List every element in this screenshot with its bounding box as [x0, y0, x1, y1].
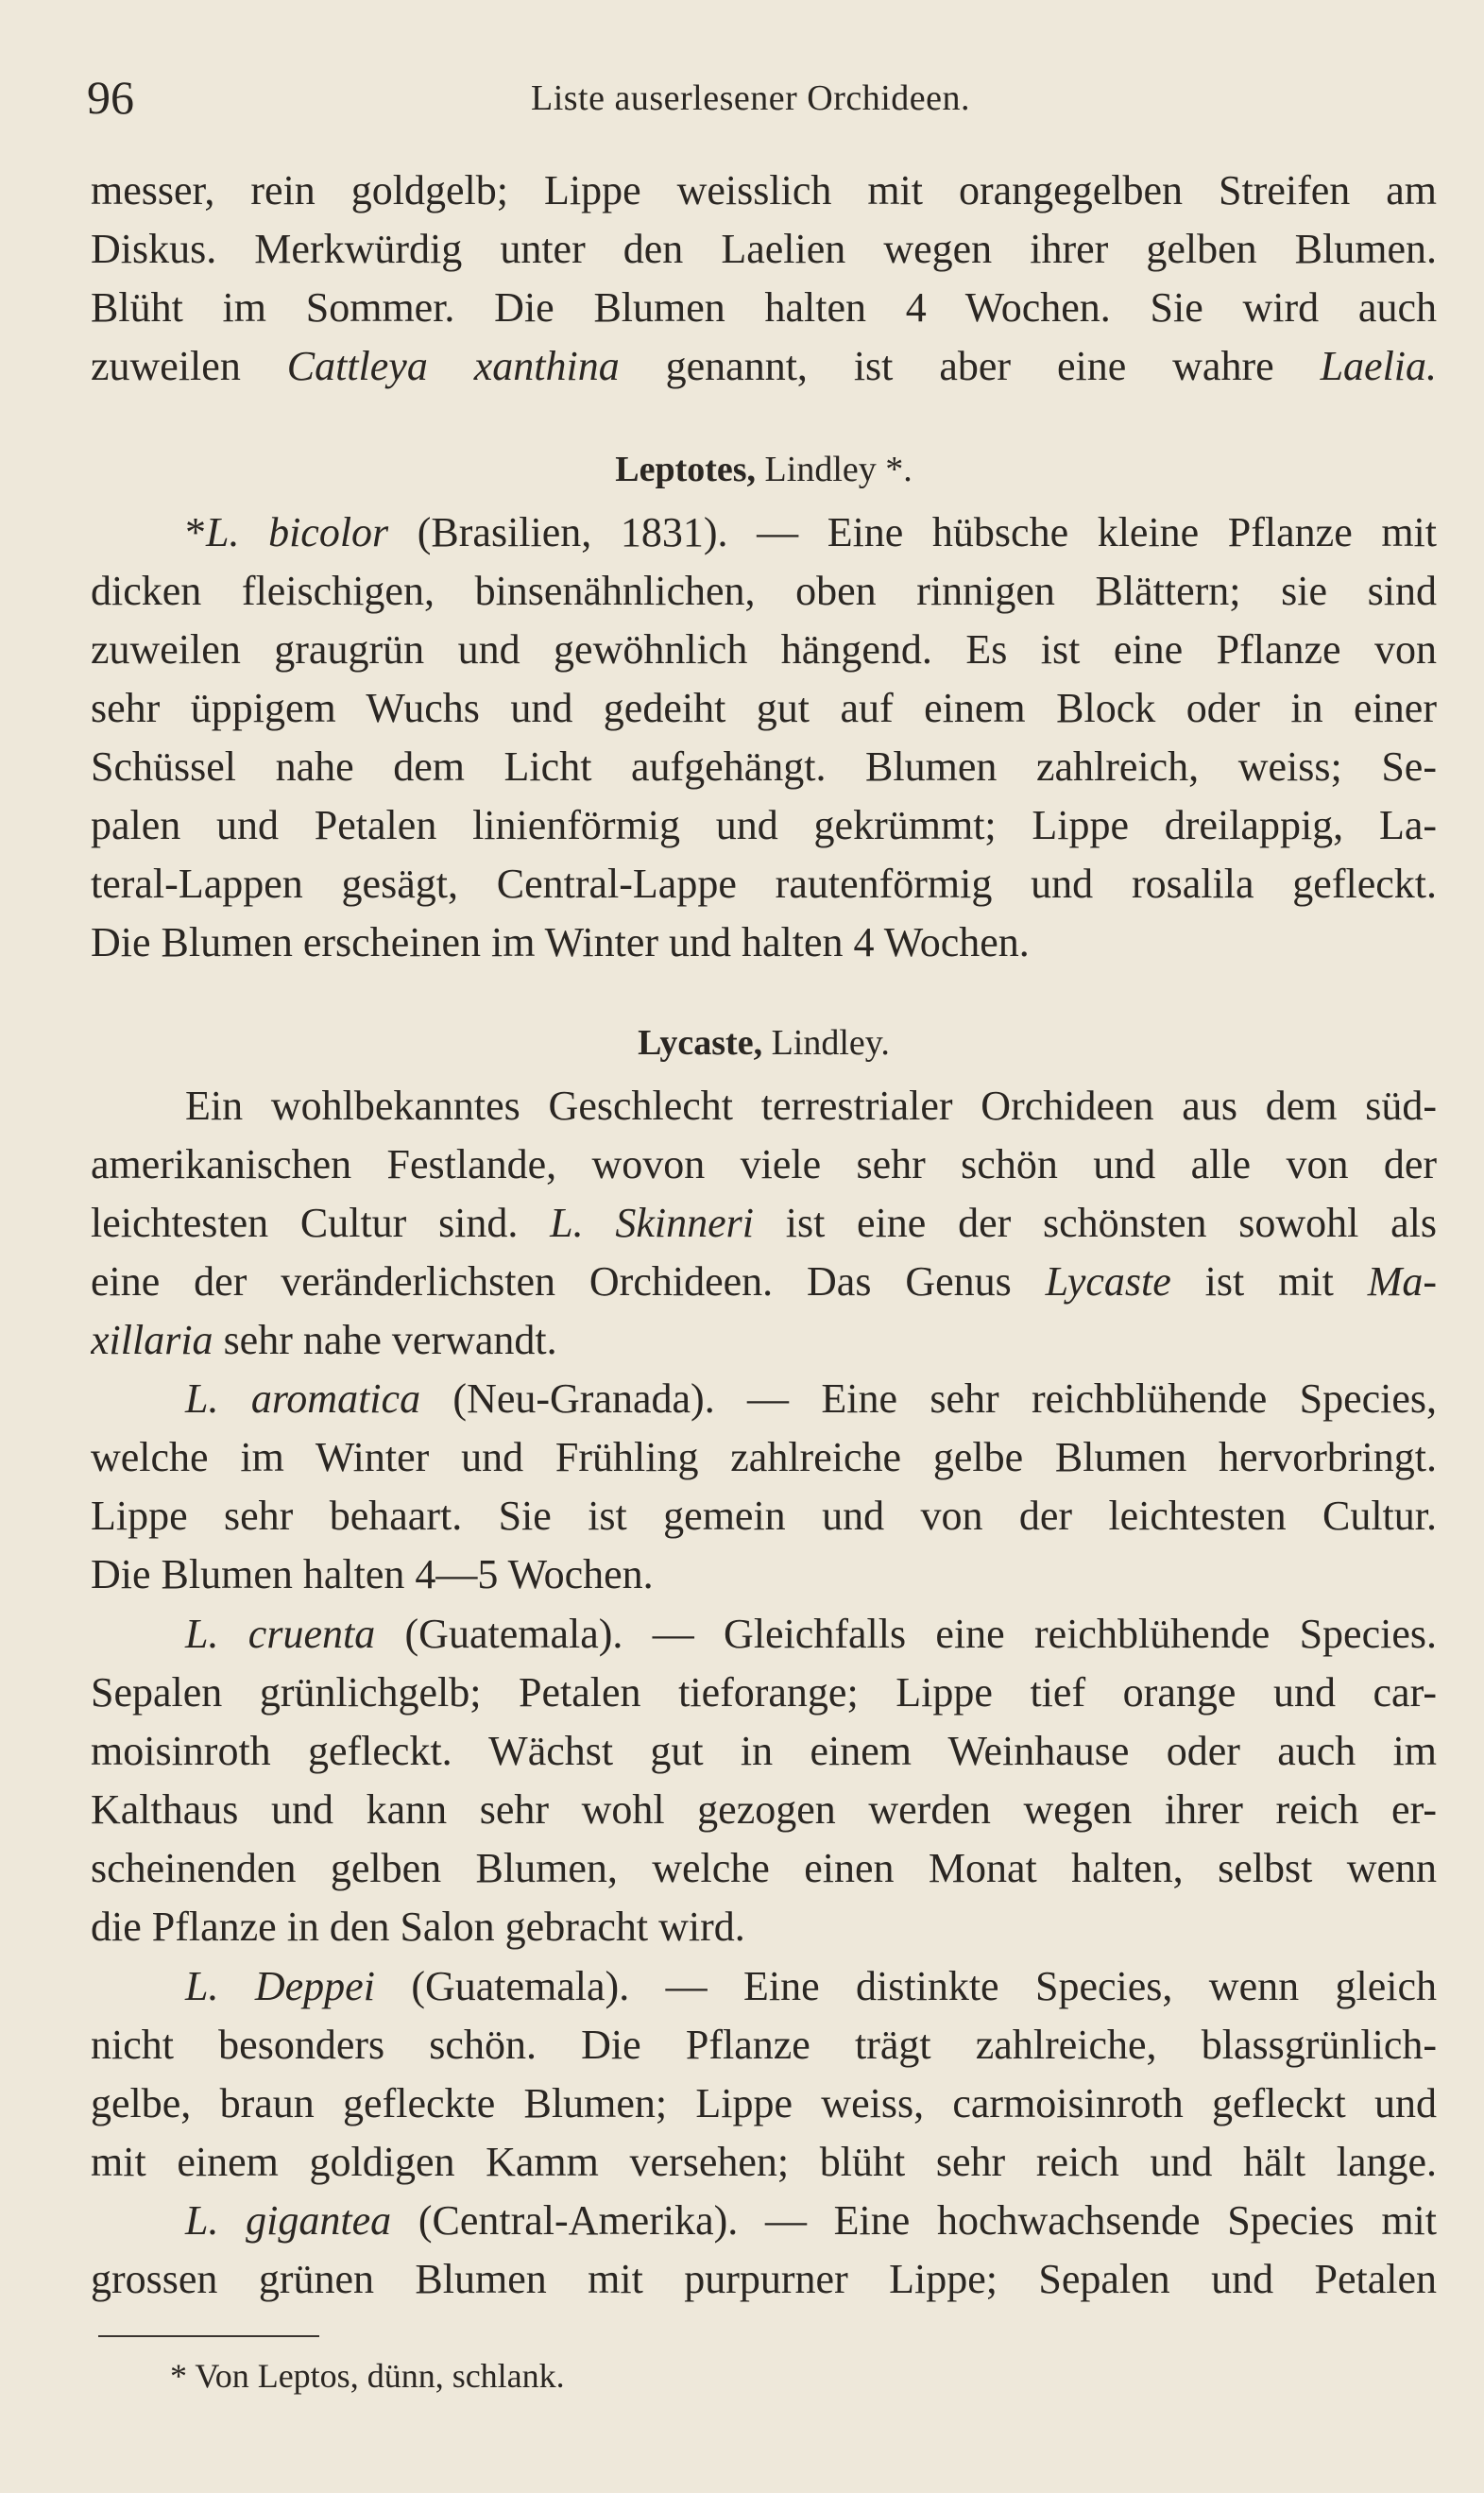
- text-line: Die Blumen erscheinen im Winter und halten 4 Wochen.: [91, 919, 1030, 965]
- genus-title: Lycaste,: [638, 1023, 763, 1063]
- text-line: welche im Winter und Frühling zahlreiche gelbe Blumen hervorbringt.: [91, 1434, 1437, 1480]
- text-line: grossen grünen Blumen mit purpurner Lippe; Sepalen und Petalen: [91, 2256, 1437, 2302]
- genus-name: Laelia.: [1320, 343, 1437, 389]
- genus-name: Lycaste: [1045, 1258, 1171, 1305]
- text-line: Sepalen grünlichgelb; Petalen tieforange; Lippe tief orange und car-: [91, 1669, 1437, 1716]
- text-line: Die Blumen halten 4—5 Wochen.: [91, 1551, 654, 1597]
- text-line: palen und Petalen linienförmig und gekrümmt; Lippe dreilappig, La-: [91, 802, 1437, 848]
- species-name: L. Skinneri: [550, 1200, 754, 1246]
- text-line: dicken fleischigen, binsenähnlichen, oben rinnigen Blättern; sie sind: [91, 568, 1437, 614]
- genus-name: xillaria: [91, 1317, 213, 1363]
- genus-author: Lindley.: [762, 1023, 890, 1063]
- text-line: messer, rein goldgelb; Lippe weisslich mit orangegelben Streifen am: [91, 167, 1437, 213]
- species-name: L. gigantea: [185, 2197, 392, 2244]
- text-line: scheinenden gelben Blumen, welche einen Monat halten, selbst wenn: [91, 1845, 1437, 1891]
- text-line: L. gigantea (Central-Amerika). — Eine hochwachsende Species mit: [185, 2197, 1437, 2244]
- species-name: L. Deppei: [185, 1963, 375, 2009]
- species-name: L. bicolor: [206, 509, 389, 555]
- species-name: L. cruenta: [185, 1611, 376, 1657]
- text-line: die Pflanze in den Salon gebracht wird.: [91, 1904, 745, 1950]
- genus-heading-leptotes: [91, 440, 1437, 499]
- text-line: zuweilen graugrün und gewöhnlich hängend. Es ist eine Pflanze von: [91, 626, 1437, 673]
- lycaste-intro: [91, 1077, 1437, 1370]
- genus-name: Ma-: [1367, 1258, 1437, 1305]
- footnote-rule: [98, 2335, 319, 2337]
- text-line: Diskus. Merkwürdig unter den Laelien wegen ihrer gelben Blumen.: [91, 226, 1437, 272]
- species-entry-cruenta: [91, 1605, 1437, 1956]
- text-line: L. Deppei (Guatemala). — Eine distinkte Species, wenn gleich: [185, 1963, 1437, 2009]
- species-entry-leptotes-bicolor: [91, 504, 1437, 972]
- text-line: *L. bicolor (Brasilien, 1831). — Eine hübsche kleine Pflanze mit: [185, 509, 1437, 555]
- text-line: Blüht im Sommer. Die Blumen halten 4 Wochen. Sie wird auch: [91, 284, 1437, 331]
- text-line: gelbe, braun gefleckte Blumen; Lippe weiss, carmoisinroth gefleckt und: [91, 2080, 1437, 2126]
- text-line: zuweilen Cattleya xanthina genannt, ist aber eine wahre Laelia.: [91, 343, 1437, 389]
- text-line: L. cruenta (Guatemala). — Gleichfalls eine reichblühende Species.: [185, 1611, 1437, 1657]
- text-line: eine der veränderlichsten Orchideen. Das Genus Lycaste ist mit Ma-: [91, 1258, 1437, 1305]
- text-line: teral-Lappen gesägt, Central-Lappe rautenförmig und rosalila gefleckt.: [91, 861, 1437, 907]
- species-name: Cattleya xanthina: [286, 343, 620, 389]
- text-line: moisinroth gefleckt. Wächst gut in einem Weinhause oder auch im: [91, 1728, 1437, 1774]
- species-entry-gigantea: [91, 2192, 1437, 2309]
- text-line: Schüssel nahe dem Licht aufgehängt. Blumen zahlreich, weiss; Se-: [91, 743, 1437, 790]
- text-line: amerikanischen Festlande, wovon viele sehr schön und alle von der: [91, 1141, 1437, 1187]
- text-line: Lippe sehr behaart. Sie ist gemein und von der leichtesten Cultur.: [91, 1493, 1437, 1539]
- running-head: [87, 60, 1438, 136]
- genus-title: Leptotes,: [615, 450, 757, 489]
- text-line: mit einem goldigen Kamm versehen; blüht sehr reich und hält lange.: [91, 2139, 1437, 2185]
- text-line: Ein wohlbekanntes Geschlecht terrestrialer Orchideen aus dem süd-: [185, 1083, 1437, 1129]
- genus-author: Lindley *.: [756, 450, 913, 489]
- text-line: nicht besonders schön. Die Pflanze trägt zahlreiche, blassgrünlich-: [91, 2022, 1437, 2068]
- text-line: Kalthaus und kann sehr wohl gezogen werden wegen ihrer reich er-: [91, 1786, 1437, 1833]
- text-line: L. aromatica (Neu-Granada). — Eine sehr reichblühende Species,: [185, 1375, 1437, 1422]
- text-line: xillaria sehr nahe verwandt.: [91, 1317, 557, 1363]
- footnote: * Von Leptos, dünn, schlank.: [170, 2357, 565, 2395]
- species-entry-aromatica: [91, 1370, 1437, 1604]
- text-line: leichtesten Cultur sind. L. Skinneri ist eine der schönsten sowohl als: [91, 1200, 1437, 1246]
- page-number: 96: [87, 71, 134, 124]
- running-head-title: Liste auserlesener Orchideen.: [531, 78, 971, 118]
- text-line: sehr üppigem Wuchs und gedeiht gut auf einem Block oder in einer: [91, 685, 1437, 731]
- species-name: L. aromatica: [185, 1375, 421, 1422]
- laelia-continuation: [91, 162, 1437, 396]
- genus-heading-lycaste: [91, 1014, 1437, 1072]
- species-entry-deppei: [91, 1957, 1437, 2192]
